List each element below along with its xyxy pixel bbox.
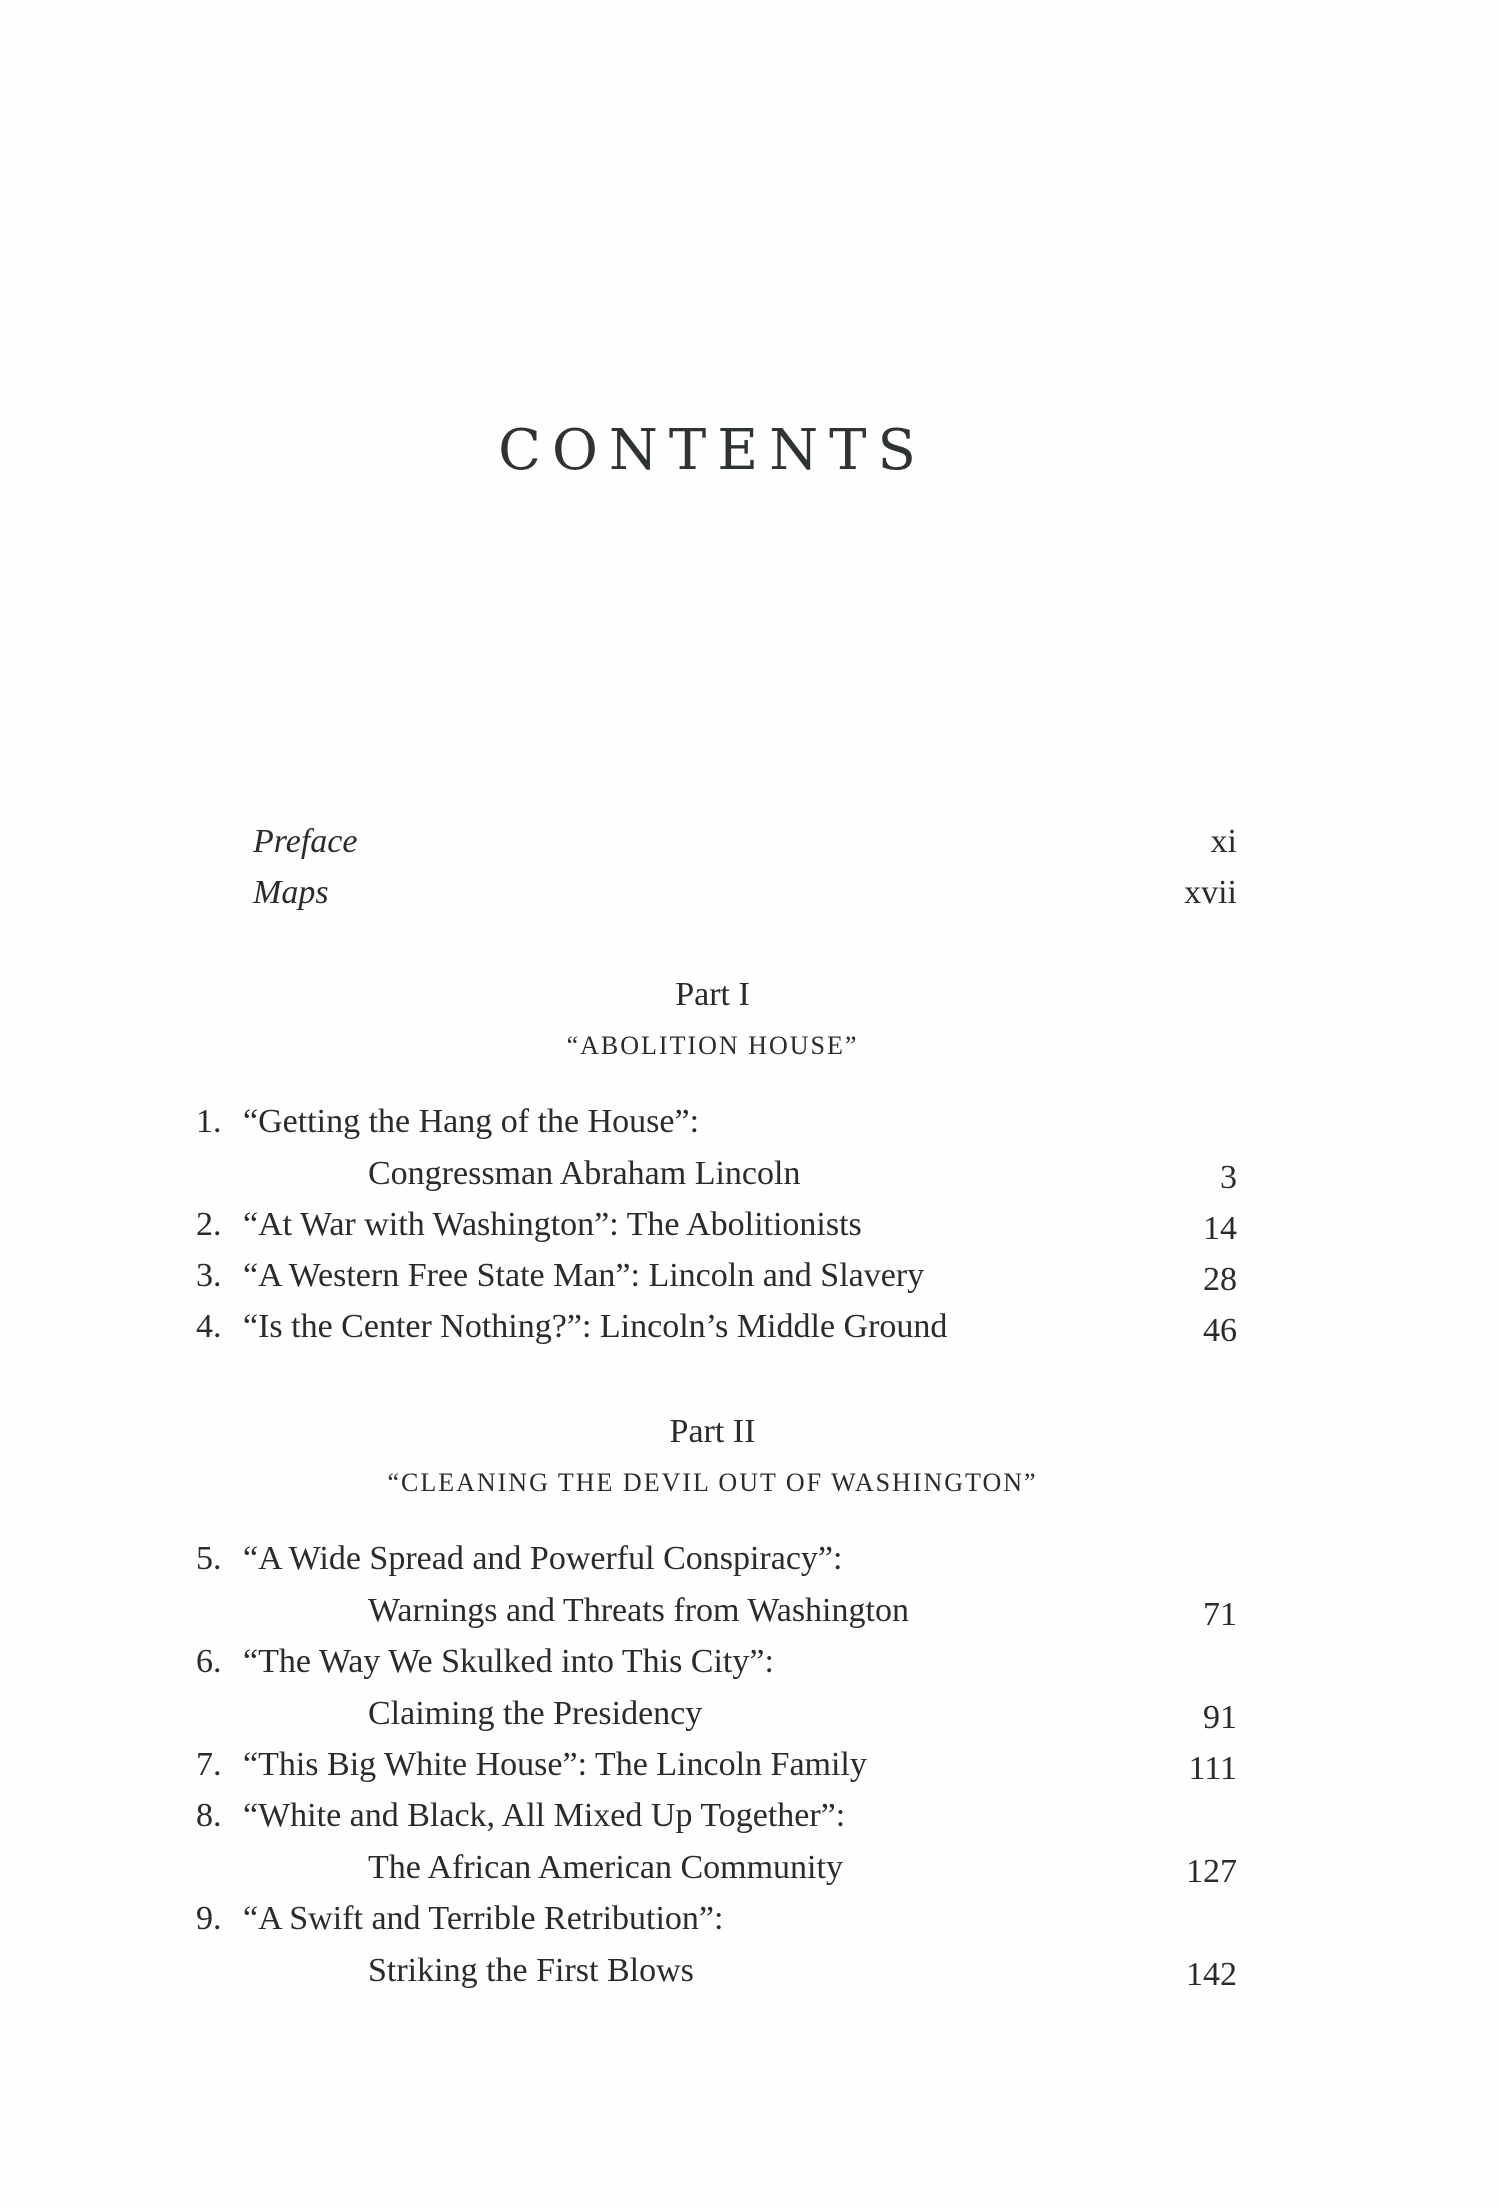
chapter-title: “A Western Free State Man”: Lincoln and Slavery xyxy=(243,1257,925,1294)
chapter-number: 3. xyxy=(196,1257,222,1294)
toc-page-maps: xvii xyxy=(1184,874,1237,911)
chapter-number: 2. xyxy=(196,1206,222,1243)
chapter-page: 111 xyxy=(1188,1750,1237,1787)
chapter-subtitle: Claiming the Presidency xyxy=(368,1695,703,1732)
chapter-title: “This Big White House”: The Lincoln Family xyxy=(243,1746,867,1783)
toc-page-preface: xi xyxy=(1210,823,1237,860)
chapter-number: 8. xyxy=(196,1797,222,1834)
chapter-title: “A Swift and Terrible Retribution”: xyxy=(243,1900,724,1937)
toc-entry-maps: Maps xyxy=(253,874,329,911)
part-heading: Part II xyxy=(669,1413,756,1450)
chapter-subtitle: Striking the First Blows xyxy=(368,1952,694,1989)
chapter-page: 127 xyxy=(1186,1853,1237,1890)
chapter-title: “White and Black, All Mixed Up Together”: xyxy=(243,1797,846,1834)
chapter-subtitle: The African American Community xyxy=(368,1849,843,1886)
chapter-title: “At War with Washington”: The Abolitionists xyxy=(243,1206,862,1243)
chapter-subtitle: Warnings and Threats from Washington xyxy=(368,1592,909,1629)
chapter-title: “A Wide Spread and Powerful Conspiracy”: xyxy=(243,1540,843,1577)
chapter-number: 9. xyxy=(196,1900,222,1937)
part-subtitle: “CLEANING THE DEVIL OUT OF WASHINGTON” xyxy=(387,1468,1038,1497)
toc-entry-preface: Preface xyxy=(253,823,358,860)
chapter-page: 91 xyxy=(1203,1699,1237,1736)
chapter-number: 7. xyxy=(196,1746,222,1783)
chapter-page: 46 xyxy=(1203,1312,1237,1349)
part-subtitle: “ABOLITION HOUSE” xyxy=(566,1031,859,1060)
chapter-title: “The Way We Skulked into This City”: xyxy=(243,1643,774,1680)
chapter-number: 4. xyxy=(196,1308,222,1345)
part-heading: Part I xyxy=(675,976,750,1013)
chapter-number: 5. xyxy=(196,1540,222,1577)
chapter-subtitle: Congressman Abraham Lincoln xyxy=(368,1155,801,1192)
chapter-title: “Getting the Hang of the House”: xyxy=(243,1103,700,1140)
chapter-page: 14 xyxy=(1203,1210,1237,1247)
chapter-page: 28 xyxy=(1203,1261,1237,1298)
chapter-page: 142 xyxy=(1186,1956,1237,1993)
chapter-page: 71 xyxy=(1203,1596,1237,1633)
page-title: CONTENTS xyxy=(498,418,927,483)
chapter-number: 1. xyxy=(196,1103,222,1140)
chapter-number: 6. xyxy=(196,1643,222,1680)
chapter-title: “Is the Center Nothing?”: Lincoln’s Middle Ground xyxy=(243,1308,948,1345)
chapter-page: 3 xyxy=(1220,1159,1237,1196)
